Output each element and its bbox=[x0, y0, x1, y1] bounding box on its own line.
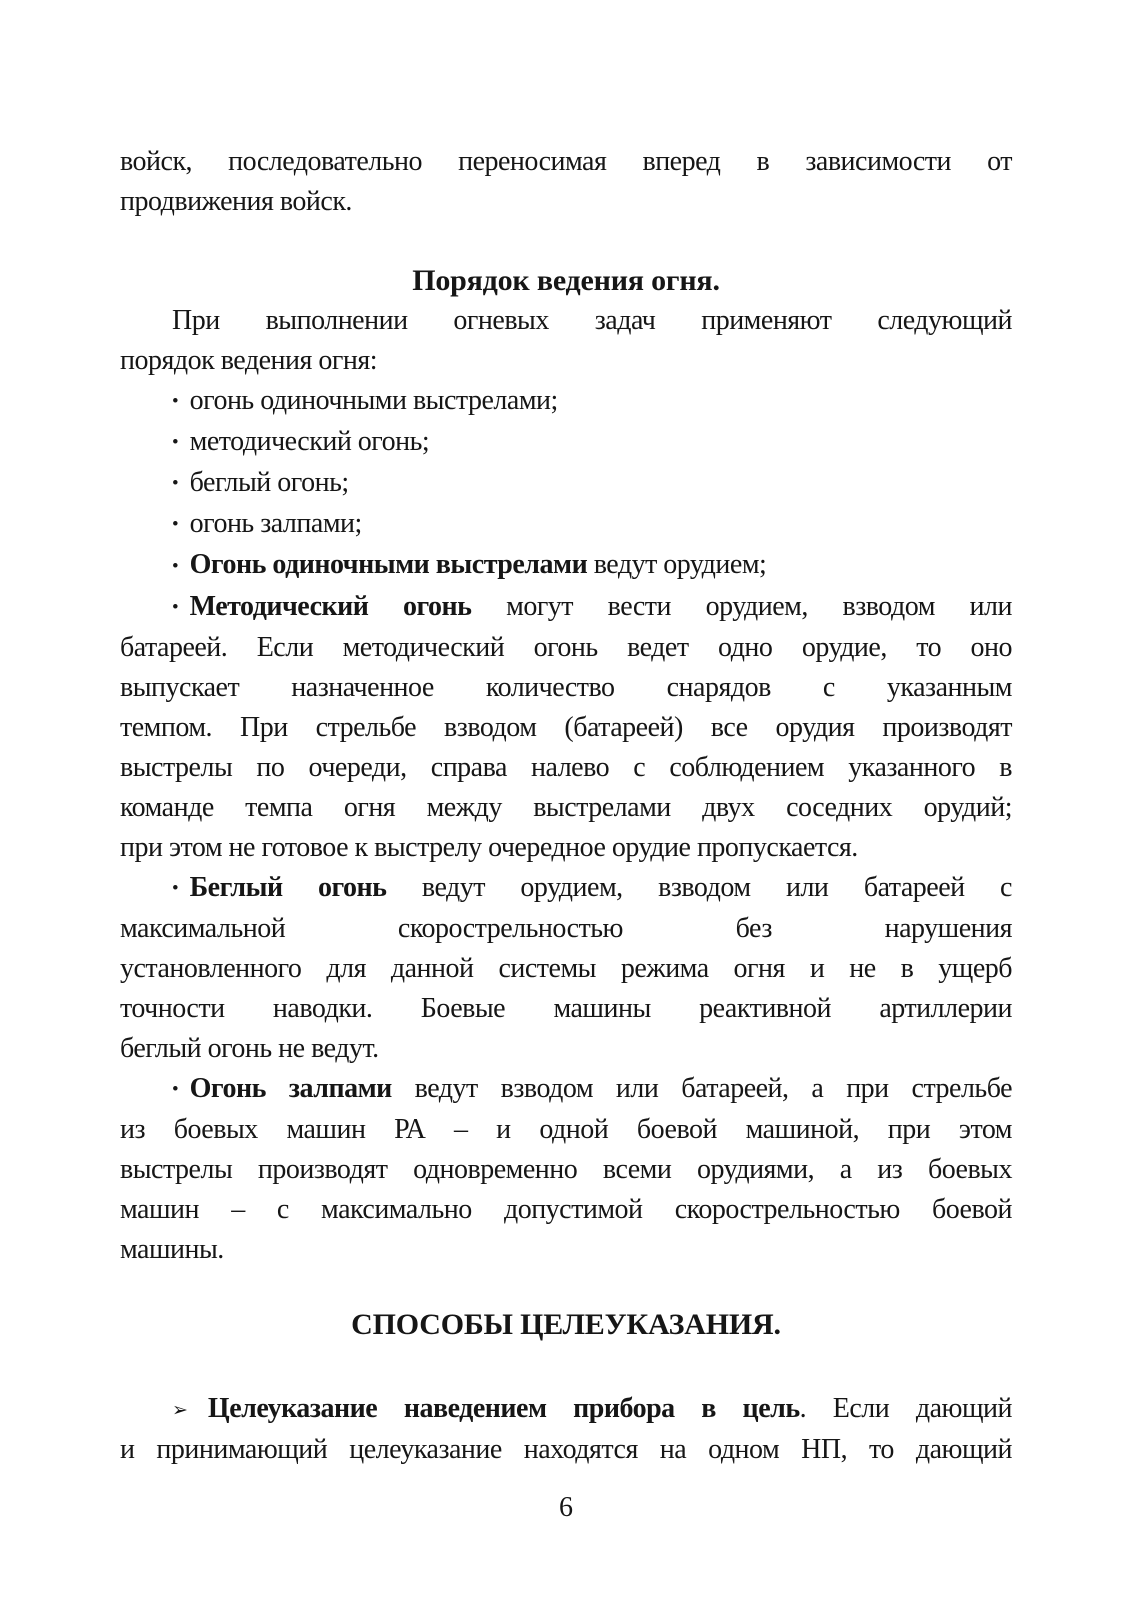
text-line: батареей. Если методический огонь ведет одно орудие, то оно bbox=[120, 631, 1012, 663]
page-number: 6 bbox=[559, 1491, 573, 1523]
arrow-bullet-icon: ➢ bbox=[172, 1398, 188, 1421]
list-item-label: беглый огонь; bbox=[189, 467, 349, 499]
list-item bbox=[120, 381, 1012, 422]
text-line: установленного для данной системы режима огня и не в ущерб bbox=[120, 952, 1012, 984]
paragraph-term: Целеуказание наведением прибора в цель bbox=[207, 1392, 800, 1424]
text-line: и принимающий целеуказание находятся на одном НП, то дающий bbox=[120, 1433, 1012, 1465]
text-line: максимальной скорострельностью без нарушения bbox=[120, 912, 1012, 944]
text-line: машин – с максимально допустимой скорострельностью боевой bbox=[120, 1193, 1012, 1225]
list-item bbox=[120, 463, 1012, 504]
paragraph-term: Огонь залпами bbox=[189, 1072, 392, 1104]
text-segment: ведут взводом или батареей, а при стрельбе bbox=[391, 1072, 1013, 1104]
paragraph-continuation bbox=[120, 142, 1012, 222]
bullet-icon: • bbox=[172, 877, 179, 899]
text-line: войск, последовательно переносимая вперед в зависимости от bbox=[120, 146, 1012, 177]
text-line: команде темпа огня между выстрелами двух соседних орудий; bbox=[120, 791, 1012, 823]
text-line: выстрелы производят одновременно всеми орудиями, а из боевых bbox=[120, 1153, 1012, 1185]
text-line: При выполнении огневых задач применяют следующий bbox=[172, 305, 1012, 336]
text-segment: . Если дающий bbox=[799, 1392, 1012, 1424]
text-line: машины. bbox=[120, 1233, 224, 1265]
section-heading-fire-order: Порядок ведения огня. bbox=[412, 264, 720, 297]
text-line: темпом. При стрельбе взводом (батареей) все орудия производят bbox=[120, 711, 1012, 743]
list-item-label: огонь залпами; bbox=[189, 508, 362, 540]
fire-order-list bbox=[120, 381, 1012, 587]
bullet-icon: • bbox=[172, 596, 179, 618]
list-item-label: ведут орудием; bbox=[587, 549, 767, 581]
list-item-label: огонь одиночными выстрелами; bbox=[189, 385, 558, 416]
bullet-icon: • bbox=[172, 555, 179, 577]
paragraph-term: Беглый огонь bbox=[189, 871, 387, 903]
text-line: точности наводки. Боевые машины реактивной артиллерии bbox=[120, 992, 1012, 1024]
text-line bbox=[120, 1069, 1012, 1110]
list-item bbox=[120, 545, 1012, 586]
text-line: беглый огонь не ведут. bbox=[120, 1032, 379, 1064]
text-line bbox=[120, 587, 1012, 628]
text-line: из боевых машин РА – и одной боевой машиной, при этом bbox=[120, 1113, 1012, 1145]
list-item bbox=[120, 504, 1012, 545]
text-segment: ведут орудием, взводом или батареей с bbox=[386, 871, 1012, 903]
text-line: при этом не готовое к выстрелу очередное орудие пропускается. bbox=[120, 831, 858, 863]
paragraph-methodical-fire bbox=[120, 587, 1012, 868]
section-heading-target-designation: СПОСОБЫ ЦЕЛЕУКАЗАНИЯ. bbox=[351, 1307, 781, 1341]
paragraph-rapid-fire bbox=[120, 868, 1012, 1069]
paragraph-target-designation bbox=[120, 1389, 1012, 1470]
list-item-term: Огонь одиночными выстрелами bbox=[189, 549, 588, 581]
list-item bbox=[120, 422, 1012, 463]
bullet-icon: • bbox=[172, 432, 179, 454]
bullet-icon: • bbox=[172, 391, 179, 413]
text-segment: могут вести орудием, взводом или bbox=[471, 590, 1012, 622]
text-line: продвижения войск. bbox=[120, 186, 352, 217]
paragraph-salvo-fire bbox=[120, 1069, 1012, 1270]
text-line: выпускает назначенное количество снарядов с указанным bbox=[120, 671, 1012, 703]
paragraph-intro bbox=[120, 301, 1012, 381]
list-item-label: методический огонь; bbox=[189, 426, 430, 458]
text-line bbox=[120, 1389, 1012, 1430]
bullet-icon: • bbox=[172, 1078, 179, 1100]
text-line: выстрелы по очереди, справа налево с соблюдением указанного в bbox=[120, 751, 1012, 783]
bullet-icon: • bbox=[172, 473, 179, 495]
text-line bbox=[120, 868, 1012, 909]
paragraph-term: Методический огонь bbox=[189, 590, 472, 622]
text-line: порядок ведения огня: bbox=[120, 345, 377, 376]
bullet-icon: • bbox=[172, 514, 179, 536]
